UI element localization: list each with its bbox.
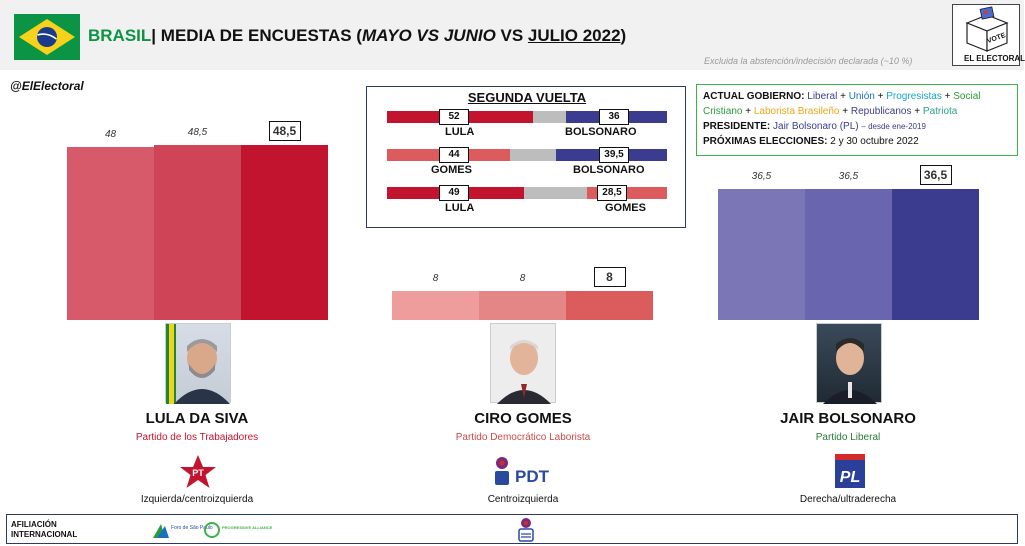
candidate-ideology-2: Derecha/ultraderecha xyxy=(799,494,897,505)
second-round-gap-bar-0 xyxy=(533,111,567,123)
bar-0-2 xyxy=(241,145,328,320)
lula-photo xyxy=(165,323,231,403)
candidate-party-2: Partido Liberal xyxy=(815,432,881,443)
brazil-flag-icon xyxy=(14,14,80,60)
government-party-1: Unión xyxy=(848,91,875,102)
progressive-alliance-logo xyxy=(203,520,273,540)
bar-0-1 xyxy=(154,145,241,320)
second-round-right-name-1: BOLSONARO xyxy=(573,164,645,176)
bar-1-0 xyxy=(392,291,479,320)
second-round-left-name-0: LULA xyxy=(445,126,475,138)
party-plus-separator: + xyxy=(941,91,954,102)
candidate-name-2: JAIR BOLSONARO xyxy=(780,410,916,427)
candidate-ideology-1: Centroizquierda xyxy=(487,494,559,505)
party-plus-separator: + xyxy=(742,106,754,117)
government-party-5: Republicanos xyxy=(850,106,912,117)
next-elections-line xyxy=(703,134,1011,149)
second-round-left-value-1: 44 xyxy=(439,147,469,163)
second-round-left-name-1: GOMES xyxy=(431,164,472,176)
pt-logo-text: PT xyxy=(192,468,204,478)
pl-logo-icon xyxy=(835,454,865,488)
bar-value-label-2-2: 36,5 xyxy=(920,165,952,185)
pdt-rose-icon xyxy=(515,517,537,543)
president-line xyxy=(703,119,1011,134)
ciro-portrait-icon xyxy=(491,324,557,404)
second-round-gap-bar-2 xyxy=(524,187,587,199)
progressive-text: PROGRESSIVE ALLIANCE xyxy=(222,525,273,530)
twitter-handle: @ElElectoral xyxy=(10,79,84,93)
second-round-right-value-1: 39,5 xyxy=(599,147,629,163)
bar-value-label-1-1: 8 xyxy=(519,273,526,285)
president-name: Jair Bolsonaro (PL) xyxy=(773,121,859,132)
title-main: MEDIA DE ENCUESTAS ( xyxy=(160,26,362,45)
second-round-panel xyxy=(366,86,686,228)
government-label: ACTUAL GOBIERNO: xyxy=(703,91,805,102)
second-round-left-value-2: 49 xyxy=(439,185,469,201)
bar-value-label-0-2: 48,5 xyxy=(269,121,301,141)
second-round-right-name-2: GOMES xyxy=(605,202,646,214)
bar-value-label-1-0: 8 xyxy=(432,273,439,285)
party-plus-separator: + xyxy=(874,91,887,102)
bolsonaro-portrait-icon xyxy=(817,324,883,404)
bar-1-1 xyxy=(479,291,566,320)
next-elections-date: 2 y 30 octubre 2022 xyxy=(830,136,919,147)
candidate-name-0: LULA DA SIVA xyxy=(145,410,249,427)
candidate-ideology-0: Izquierda/centroizquierda xyxy=(140,494,254,505)
candidate-party-1: Partido Democrático Laborista xyxy=(455,432,591,443)
page-title xyxy=(88,26,626,46)
ballot-box-icon xyxy=(953,5,1021,55)
candidate-party-0: Partido de los Trabajadores xyxy=(135,432,259,443)
foro-sao-paulo-logo xyxy=(151,520,213,540)
candidate-name-1: CIRO GOMES xyxy=(474,410,572,427)
bar-value-label-0-1: 48,5 xyxy=(187,127,208,139)
second-round-left-name-2: LULA xyxy=(445,202,475,214)
title-months: MAYO VS JUNIO xyxy=(361,26,496,45)
lula-portrait-icon xyxy=(166,324,232,404)
second-round-right-name-0: BOLSONARO xyxy=(565,126,637,138)
bar-1-2 xyxy=(566,291,653,320)
title-current: JULIO 2022 xyxy=(527,26,621,45)
government-party-2: Progresistas xyxy=(886,91,942,102)
government-party-4: Laborista Brasileño xyxy=(753,106,840,117)
pl-logo-text: PL xyxy=(839,469,861,486)
next-elections-label: PRÓXIMAS ELECCIONES: xyxy=(703,136,828,147)
pdt-logo-text: PDT xyxy=(515,467,549,486)
government-party-6: Patriota xyxy=(922,106,958,117)
party-plus-separator: + xyxy=(839,106,851,117)
president-since: – desde ene-2019 xyxy=(861,122,926,131)
government-party-3: Social Cristiano xyxy=(703,91,981,117)
second-round-left-value-0: 52 xyxy=(439,109,469,125)
pdt-logo-icon xyxy=(492,454,556,488)
title-vs: VS xyxy=(495,26,528,45)
party-plus-separator: + xyxy=(837,91,849,102)
brand-name: EL ELECTORAL xyxy=(964,54,1025,63)
president-label: PRESIDENTE: xyxy=(703,121,771,132)
vote-text: VOTE xyxy=(986,32,1007,46)
title-country: BRASIL xyxy=(88,26,152,45)
bar-2-0 xyxy=(718,189,805,320)
bar-value-label-2-0: 36,5 xyxy=(751,170,772,182)
second-round-right-value-2: 28,5 xyxy=(597,185,627,201)
government-party-0: Liberal xyxy=(807,91,838,102)
bar-value-label-2-1: 36,5 xyxy=(838,170,859,182)
second-round-right-value-0: 36 xyxy=(599,109,629,125)
bolsonaro-photo xyxy=(816,323,882,403)
title-separator: | xyxy=(151,26,157,45)
bar-0-0 xyxy=(67,147,154,320)
bar-value-label-0-0: 48 xyxy=(104,129,117,141)
second-round-title: SEGUNDA VUELTA xyxy=(467,90,587,105)
second-round-gap-bar-1 xyxy=(510,149,556,161)
party-plus-separator: + xyxy=(911,106,923,117)
foro-text: Foro de São Paulo xyxy=(171,525,213,531)
government-info-panel xyxy=(696,84,1018,156)
international-affiliation-bar xyxy=(6,514,1018,544)
affiliation-label: AFILIACIÓN INTERNACIONAL xyxy=(11,520,78,539)
ciro-photo xyxy=(490,323,556,403)
bar-value-label-1-2: 8 xyxy=(594,267,626,287)
bar-2-1 xyxy=(805,189,892,320)
current-government xyxy=(703,89,1011,119)
title-close: ) xyxy=(620,26,627,45)
header-note: Excluida la abstención/indecisión declarada (~10 %) xyxy=(704,56,913,66)
bar-2-2 xyxy=(892,189,979,320)
pt-star-icon xyxy=(178,454,218,490)
